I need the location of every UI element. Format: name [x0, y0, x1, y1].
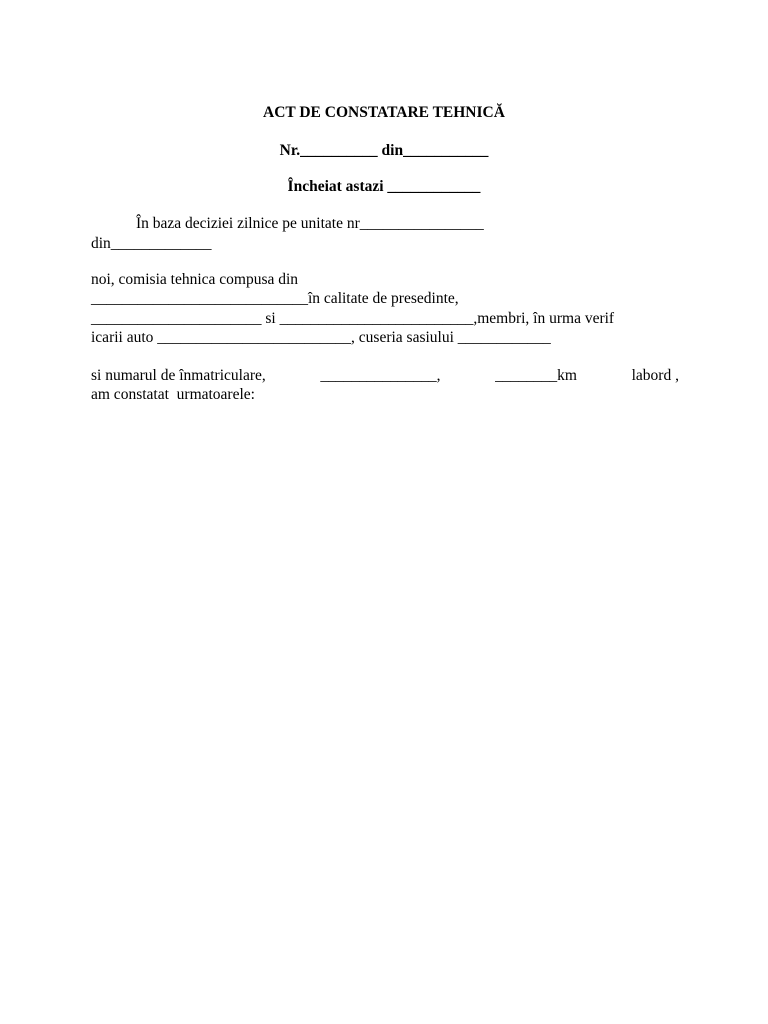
registration-number-blank: _______________, [320, 367, 441, 384]
commission-line-1: noi, comisia tehnica compusa din [91, 271, 299, 288]
decision-line-1: În baza deciziei zilnice pe unitate nr________________ [136, 215, 484, 232]
labord-text: labord , [631, 367, 679, 384]
document-title: ACT DE CONSTATARE TEHNICĂ [263, 104, 505, 121]
registration-line [91, 367, 679, 385]
commission-line-3: ______________________ si _________________________,membri, în urma verif [91, 310, 615, 327]
decision-line-2: din_____________ [91, 235, 212, 252]
commission-line-4: icarii auto _________________________, cuseria sasiului ____________ [91, 329, 551, 346]
km-blank: ________km [495, 367, 577, 384]
registration-label: si numarul de înmatriculare, [91, 367, 266, 384]
findings-line: am constatat urmatoarele: [91, 386, 255, 403]
document-number-line: Nr.__________ din___________ [279, 142, 489, 159]
commission-line-2: ____________________________în calitate de presedinte, [91, 290, 459, 307]
concluded-date-line: Încheiat astazi ____________ [287, 178, 481, 195]
